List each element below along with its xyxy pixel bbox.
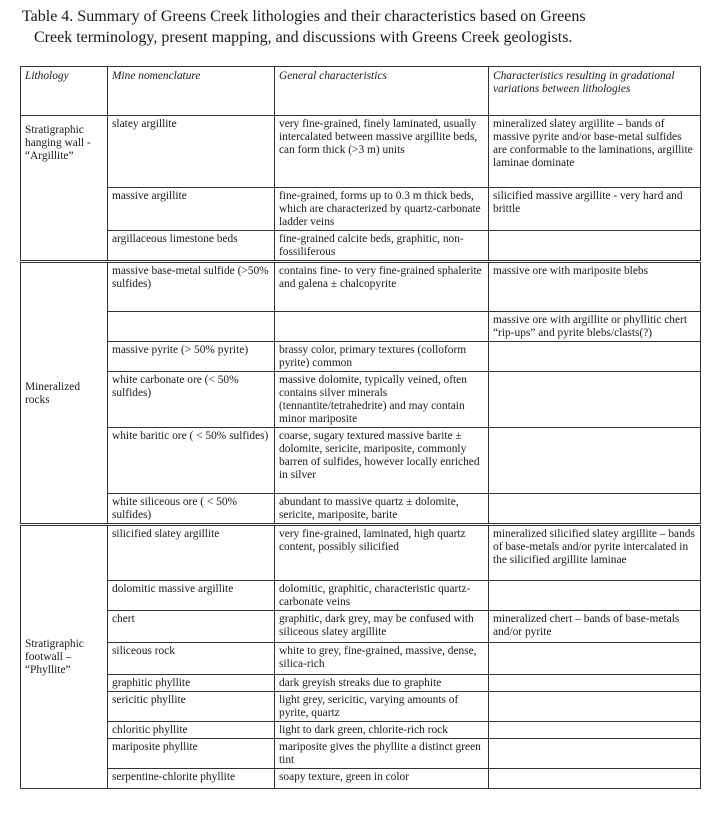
general-characteristics-cell: soapy texture, green in color [275, 769, 489, 789]
table-row [21, 494, 701, 525]
mine-nomenclature-cell: dolomitic massive argillite [108, 581, 275, 611]
gradational-characteristics-cell: mineralized chert – bands of base-metals and/or pyrite [489, 611, 701, 643]
general-characteristics-cell: very fine-grained, finely laminated, usually intercalated between massive argillite beds, can form thick (>3 m) units [275, 116, 489, 188]
gradational-characteristics-cell [489, 692, 701, 722]
gradational-characteristics-cell [489, 342, 701, 372]
table-row [21, 769, 701, 789]
mine-nomenclature-cell: white baritic ore ( < 50% sulfides) [108, 428, 275, 494]
general-characteristics-cell: fine-grained calcite beds, graphitic, non-fossiliferous [275, 231, 489, 262]
general-characteristics-cell: abundant to massive quartz ± dolomite, sericite, mariposite, barite [275, 494, 489, 525]
mine-nomenclature-cell: chloritic phyllite [108, 722, 275, 739]
gradational-characteristics-cell: mineralized silicified slatey argillite – bands of base-metals and/or pyrite intercalated in the silicified argillite laminae [489, 525, 701, 581]
gradational-characteristics-cell [489, 581, 701, 611]
table-row [21, 692, 701, 722]
table-row [21, 611, 701, 643]
gradational-characteristics-cell [489, 675, 701, 692]
table-row [21, 312, 701, 342]
mine-nomenclature-cell: chert [108, 611, 275, 643]
mine-nomenclature-cell: argillaceous limestone beds [108, 231, 275, 262]
general-characteristics-cell: very fine-grained, laminated, high quartz content, possibly silicified [275, 525, 489, 581]
general-characteristics-cell: light to dark green, chlorite-rich rock [275, 722, 489, 739]
general-characteristics-cell: contains fine- to very fine-grained sphalerite and galena ± chalcopyrite [275, 262, 489, 312]
table-row [21, 428, 701, 494]
mine-nomenclature-cell: massive base-metal sulfide (>50% sulfides) [108, 262, 275, 312]
table-row [21, 525, 701, 581]
gradational-characteristics-cell: massive ore with mariposite blebs [489, 262, 701, 312]
general-characteristics-cell: coarse, sugary textured massive barite ± dolomite, sericite, mariposite, commonly barren of sulfides, however locally enriched in silver [275, 428, 489, 494]
column-header: General characteristics [275, 67, 489, 116]
mine-nomenclature-cell: sericitic phyllite [108, 692, 275, 722]
caption-line-1: Table 4. Summary of Greens Creek lithologies and their characteristics based on Greens [22, 8, 586, 25]
gradational-characteristics-cell [489, 643, 701, 675]
table-caption [22, 6, 672, 48]
gradational-characteristics-cell: massive ore with argillite or phyllitic chert “rip-ups” and pyrite blebs/clasts(?) [489, 312, 701, 342]
mine-nomenclature-cell: white siliceous ore ( < 50% sulfides) [108, 494, 275, 525]
gradational-characteristics-cell [489, 722, 701, 739]
table-row [21, 581, 701, 611]
table-row [21, 722, 701, 739]
mine-nomenclature-cell: slatey argillite [108, 116, 275, 188]
mine-nomenclature-cell: white carbonate ore (< 50% sulfides) [108, 372, 275, 428]
general-characteristics-cell [275, 312, 489, 342]
mine-nomenclature-cell [108, 312, 275, 342]
mine-nomenclature-cell: mariposite phyllite [108, 739, 275, 769]
column-header: Mine nomenclature [108, 67, 275, 116]
lithology-section [21, 116, 701, 262]
mine-nomenclature-cell: silicified slatey argillite [108, 525, 275, 581]
gradational-characteristics-cell [489, 372, 701, 428]
gradational-characteristics-cell [489, 739, 701, 769]
lithology-section [21, 262, 701, 525]
gradational-characteristics-cell [489, 769, 701, 789]
table-row [21, 188, 701, 231]
table-row [21, 739, 701, 769]
mine-nomenclature-cell: massive argillite [108, 188, 275, 231]
general-characteristics-cell: mariposite gives the phyllite a distinct green tint [275, 739, 489, 769]
table-row [21, 643, 701, 675]
table-row [21, 116, 701, 188]
mine-nomenclature-cell: siliceous rock [108, 643, 275, 675]
mine-nomenclature-cell: graphitic phyllite [108, 675, 275, 692]
lithology-unit-cell: Stratigraphic hanging wall - “Argillite” [21, 116, 108, 262]
table-row [21, 342, 701, 372]
lithology-section [21, 525, 701, 789]
gradational-characteristics-cell [489, 231, 701, 262]
general-characteristics-cell: white to grey, fine-grained, massive, dense, silica-rich [275, 643, 489, 675]
lithology-unit-cell: Mineralized rocks [21, 262, 108, 525]
caption-line-2: Creek terminology, present mapping, and discussions with Greens Creek geologists. [34, 29, 573, 46]
general-characteristics-cell: massive dolomite, typically veined, often contains silver minerals (tennantite/tetrahedrite) and may contain minor mariposite [275, 372, 489, 428]
mine-nomenclature-cell: massive pyrite (> 50% pyrite) [108, 342, 275, 372]
gradational-characteristics-cell [489, 428, 701, 494]
general-characteristics-cell: graphitic, dark grey, may be confused with siliceous slatey argillite [275, 611, 489, 643]
column-header: Lithology [21, 67, 108, 116]
general-characteristics-cell: dark greyish streaks due to graphite [275, 675, 489, 692]
column-header: Characteristics resulting in gradational variations between lithologies [489, 67, 701, 116]
table-row [21, 262, 701, 312]
mine-nomenclature-cell: serpentine-chlorite phyllite [108, 769, 275, 789]
general-characteristics-cell: fine-grained, forms up to 0.3 m thick beds, which are characterized by quartz-carbonate ladder veins [275, 188, 489, 231]
table-row [21, 372, 701, 428]
table-row [21, 675, 701, 692]
gradational-characteristics-cell: silicified massive argillite - very hard and brittle [489, 188, 701, 231]
lithology-unit-cell: Stratigraphic footwall – “Phyllite” [21, 525, 108, 789]
gradational-characteristics-cell: mineralized slatey argillite – bands of massive pyrite and/or base-metal sulfides are conformable to the laminations, argillite laminae dominate [489, 116, 701, 188]
general-characteristics-cell: brassy color, primary textures (colloform pyrite) common [275, 342, 489, 372]
header-row [21, 67, 701, 116]
general-characteristics-cell: dolomitic, graphitic, characteristic quartz-carbonate veins [275, 581, 489, 611]
lithology-table [20, 66, 701, 789]
general-characteristics-cell: light grey, sericitic, varying amounts of pyrite, quartz [275, 692, 489, 722]
table-row [21, 231, 701, 262]
gradational-characteristics-cell [489, 494, 701, 525]
